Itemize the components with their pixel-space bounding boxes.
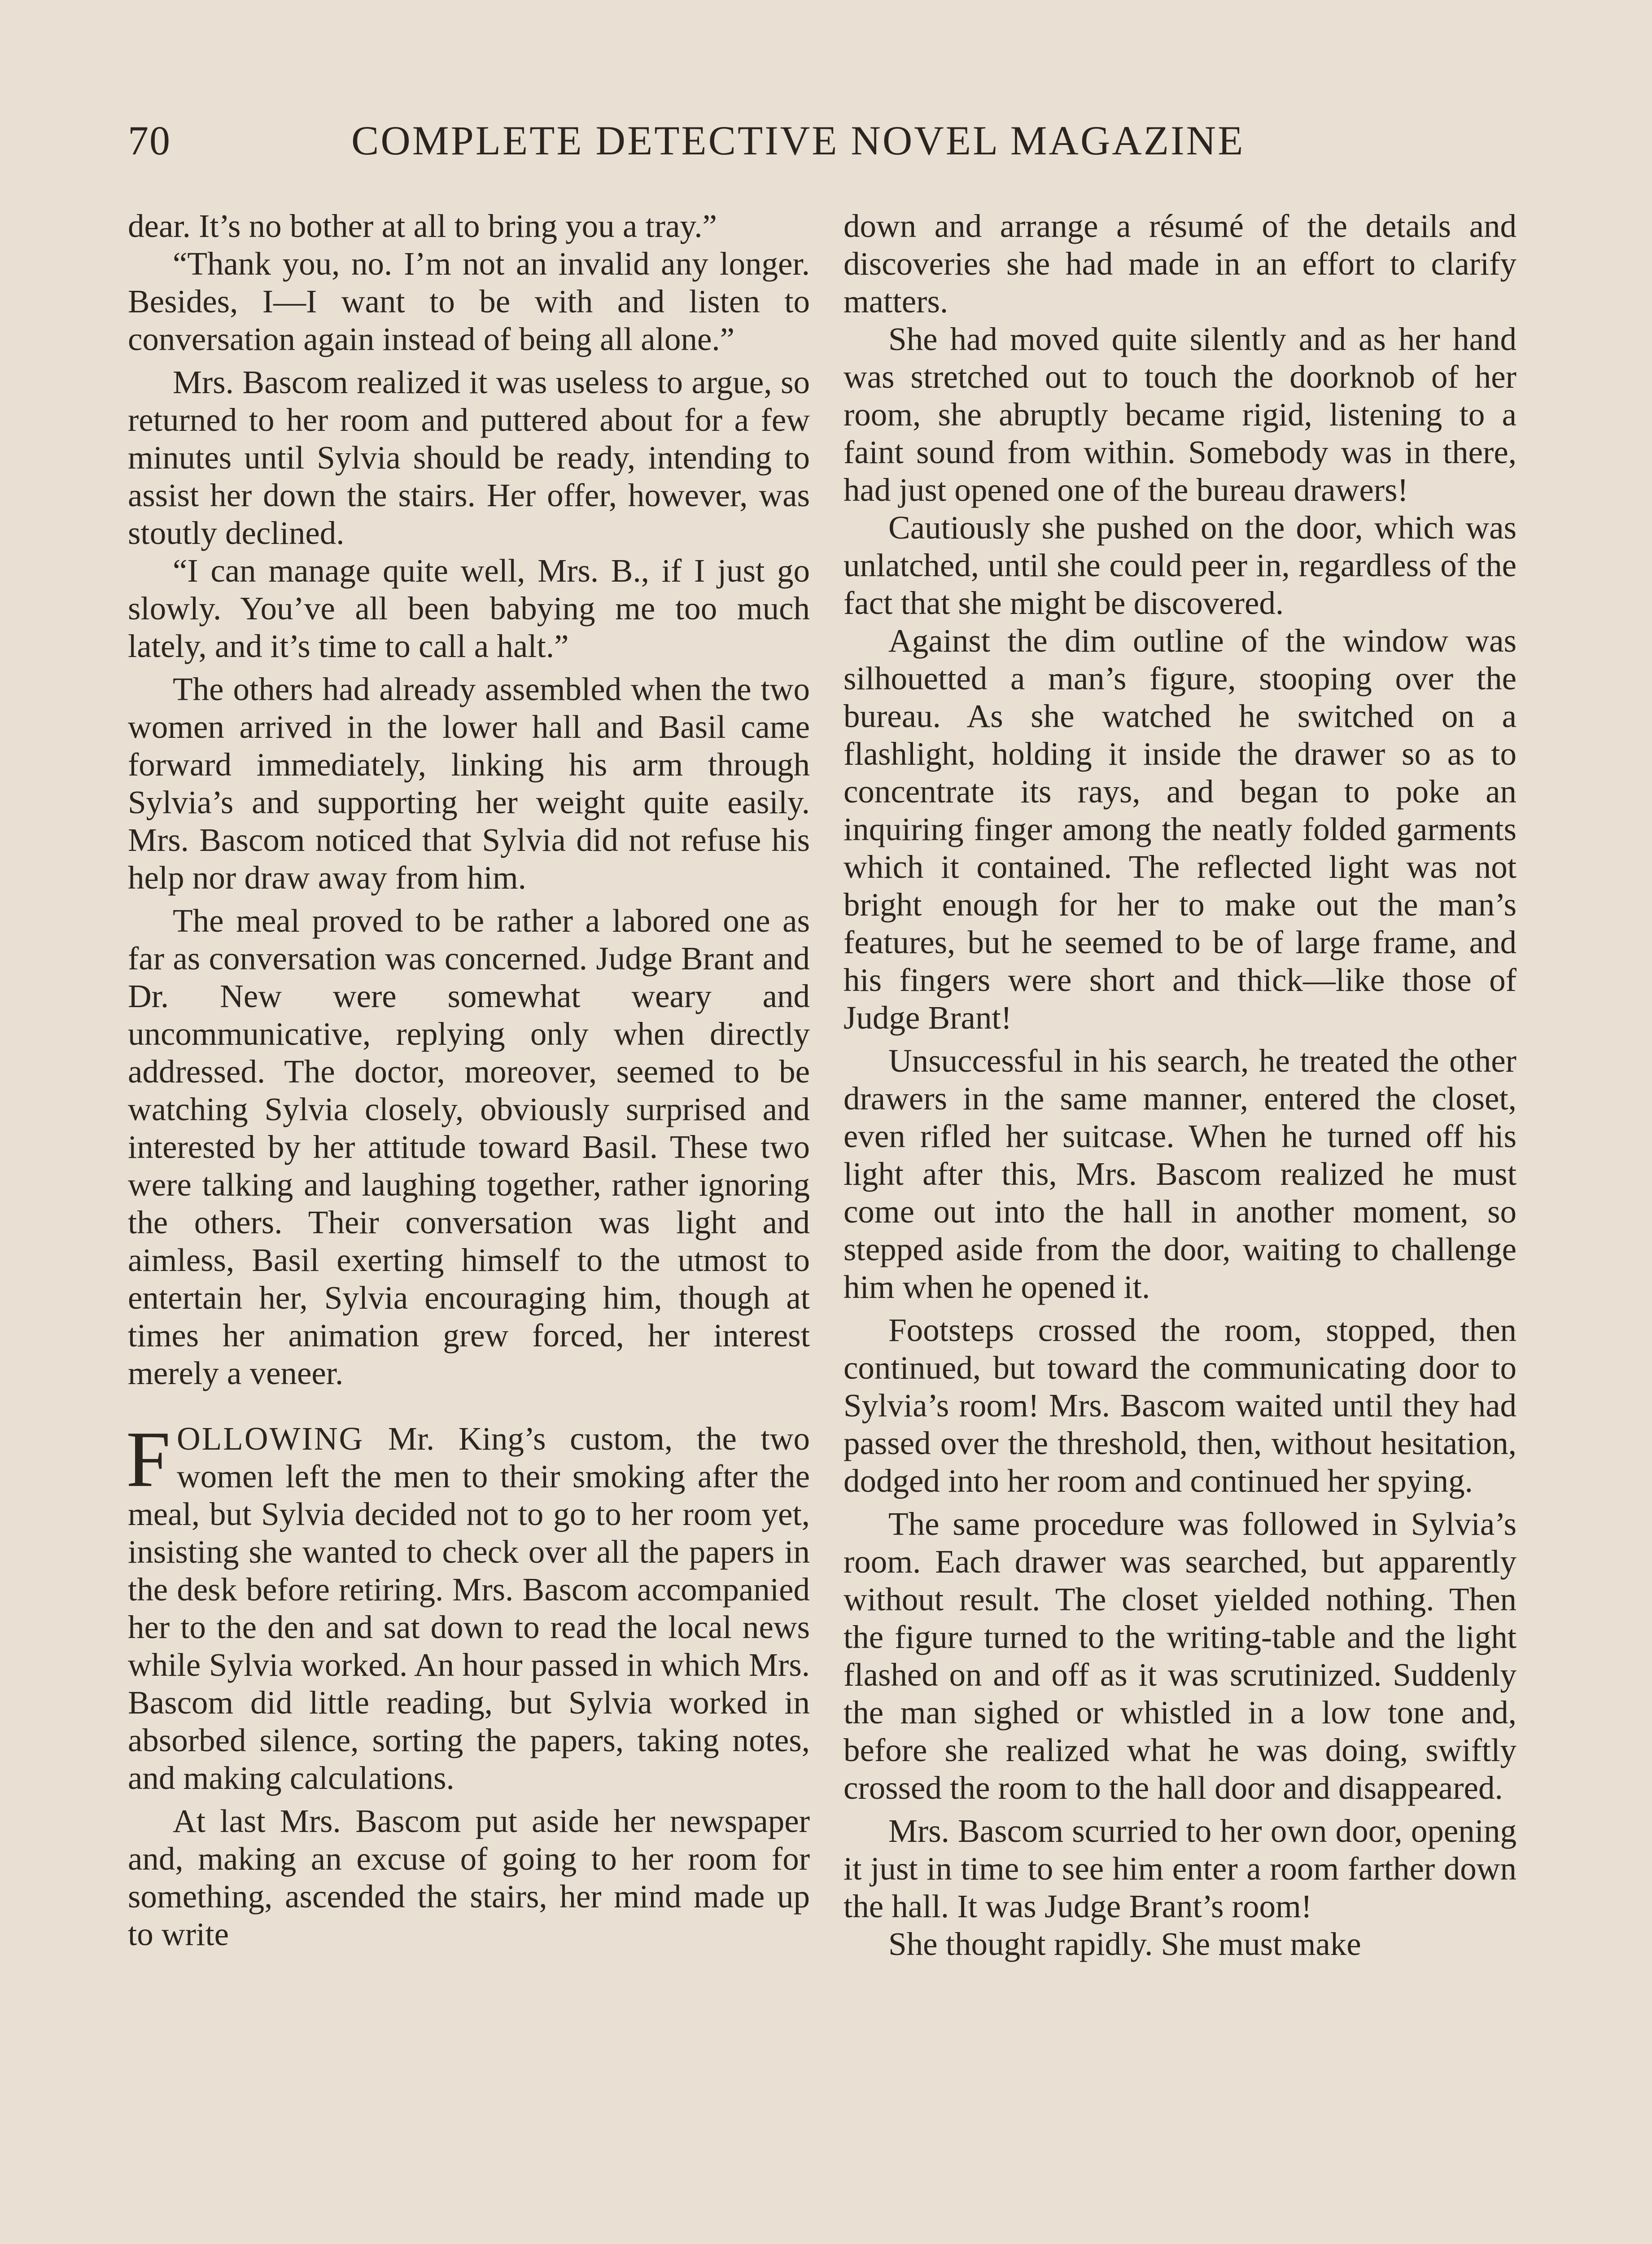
running-title: COMPLETE DETECTIVE NOVEL MAGAZINE bbox=[351, 118, 1245, 163]
section-opening-paragraph bbox=[126, 1415, 810, 1797]
paragraph: At last Mrs. Bascom put aside her newspaper and, making an excuse of going to her room for something, ascended the stairs, her mind made up to write bbox=[128, 1803, 810, 1952]
paragraph-text: Mr. King’s custom, the two women left the men to their smoking after the meal, but Sylvia decided not to go to her room yet, insisting she wanted to check over all the papers in the desk before retiring. Mrs. Bascom accompanied her to the den and sat down to read the local news while Sylvia worked. An hour passed in which Mrs. Bascom did little reading, but Sylvia worked in absorbed silence, sorting the papers, taking notes, and making calculations. bbox=[128, 1420, 810, 1796]
paragraph: She had moved quite silently and as her hand was stretched out to touch the doorknob of her room, she abruptly became rigid, listening to a faint sound from within. Somebody was in there, had just opened one of the bureau drawers! bbox=[843, 321, 1517, 508]
paragraph: Against the dim outline of the window was silhouetted a man’s figure, stooping over the bureau. As she watched he switched on a flashlight, holding it inside the drawer so as to concentrate its rays, and began to poke an inquiring finger among the neatly folded garments which it contained. The reflected light was not bright enough for her to make out the man’s features, but he seemed to be of large frame, and his fingers were short and thick—like those of Judge Brant! bbox=[843, 622, 1517, 1036]
paragraph: Cautiously she pushed on the door, which was unlatched, until she could peer in, regardless of the fact that she might be discovered. bbox=[843, 509, 1517, 621]
left-column bbox=[128, 207, 810, 1953]
paragraph: “Thank you, no. I’m not an invalid any longer. Besides, I—I want to be with and listen to conversation again instead of being all alone.” bbox=[128, 245, 810, 357]
small-caps-lead: OLLOWING bbox=[177, 1420, 364, 1457]
paragraph: dear. It’s no bother at all to bring you a tray.” bbox=[128, 208, 717, 244]
drop-cap: F bbox=[126, 1415, 170, 1503]
paragraph: Unsuccessful in his search, he treated the other drawers in the same manner, entered the closet, even rifled her suitcase. When he turned off his light after this, Mrs. Bascom realized he must come out into the hall in another moment, so stepped aside from the door, waiting to challenge him when he opened it. bbox=[843, 1043, 1517, 1305]
paragraph: Mrs. Bascom scurried to her own door, opening it just in time to see him enter a room farther down the hall. It was Judge Brant’s room! bbox=[843, 1813, 1517, 1924]
paragraph: The meal proved to be rather a labored one as far as conversation was concerned. Judge Brant and Dr. New were somewhat weary and uncommunicative, replying only when directly addressed. The doctor, moreover, seemed to be watching Sylvia closely, obviously surprised and interested by her attitude toward Basil. These two were talking and laughing together, rather ignoring the others. Their conversation was light and aimless, Basil exerting himself to the utmost to entertain her, Sylvia encouraging him, though at times her animation grew forced, her interest merely a veneer. bbox=[128, 903, 810, 1391]
page-number: 70 bbox=[128, 118, 171, 163]
paragraph: down and arrange a résumé of the details and discoveries she had made in an effort to clarify matters. bbox=[843, 208, 1517, 320]
paragraph: The same procedure was followed in Sylvia’s room. Each drawer was searched, but apparently without result. The closet yielded nothing. Then the figure turned to the writing-table and the light flashed on and off as it was scrutinized. Suddenly the man sighed or whistled in a low tone and, before she realized what he was doing, swiftly crossed the room to the hall door and disappeared. bbox=[843, 1506, 1517, 1806]
paragraph: “I can manage quite well, Mrs. B., if I just go slowly. You’ve all been babying me too much lately, and it’s time to call a halt.” bbox=[128, 552, 810, 664]
paragraph: Footsteps crossed the room, stopped, then continued, but toward the communicating door to Sylvia’s room! Mrs. Bascom waited until they had passed over the threshold, then, without hesitation, dodged into her room and continued her spying. bbox=[843, 1312, 1517, 1499]
page-header bbox=[128, 117, 1523, 171]
right-column bbox=[843, 207, 1517, 1963]
paragraph: The others had already assembled when the two women arrived in the lower hall and Basil came forward immediately, linking his arm through Sylvia’s and supporting her weight quite easily. Mrs. Bascom noticed that Sylvia did not refuse his help nor draw away from him. bbox=[128, 671, 810, 896]
paragraph: Mrs. Bascom realized it was useless to argue, so returned to her room and puttered about for a few minutes until Sylvia should be ready, intending to assist her down the stairs. Her offer, however, was stoutly declined. bbox=[128, 364, 810, 551]
paragraph: She thought rapidly. She must make bbox=[888, 1926, 1361, 1962]
